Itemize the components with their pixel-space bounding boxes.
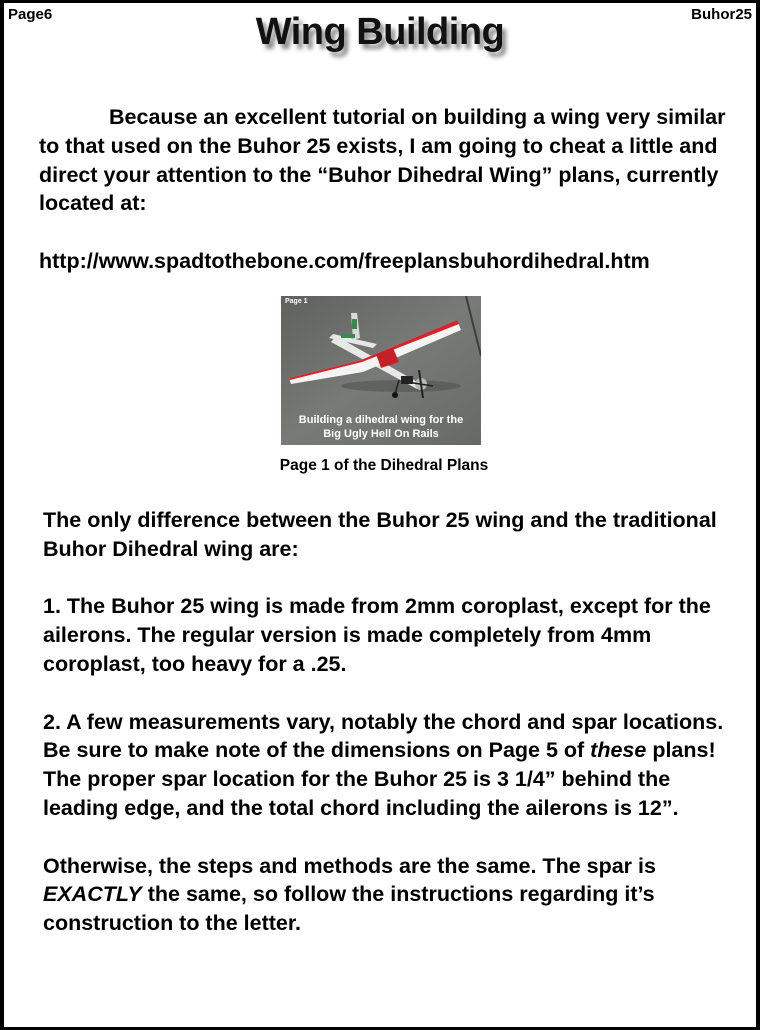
item-1: 1. The Buhor 25 wing is made from 2mm coroplast, except for the ailerons. The regular version is made completely from 4mm coroplast, too heavy for a .25. bbox=[43, 594, 711, 676]
item-2-emphasis: these bbox=[590, 738, 647, 763]
body-content bbox=[43, 506, 743, 938]
otherwise-text-a: Otherwise, the steps and methods are the same. The spar is bbox=[43, 853, 656, 878]
item-2 bbox=[43, 708, 743, 823]
figure-caption-line-2: Big Ugly Hell On Rails bbox=[323, 428, 439, 440]
figure-page-tag: Page 1 bbox=[285, 298, 308, 305]
page-title: Wing Building bbox=[255, 11, 505, 53]
plans-url: http://www.spadtothebone.com/freeplansbuhordihedral.htm bbox=[39, 249, 650, 273]
intro-paragraph bbox=[39, 103, 739, 218]
otherwise-paragraph bbox=[43, 852, 743, 938]
item-2-text-a: 2. A few measurements vary, notably the chord and spar locations. Be sure to make note of the dimensions on Page 5 of bbox=[43, 709, 724, 763]
otherwise-emphasis: EXACTLY bbox=[43, 882, 142, 907]
item-2-text-b: plans! The proper spar location for the Buhor 25 is 3 1/4” behind the leading edge, and the total chord including the ailerons is 12”. bbox=[43, 738, 716, 820]
figure-caption: Page 1 of the Dihedral Plans bbox=[279, 457, 489, 474]
otherwise-text-b: the same, so follow the instructions regarding it’s construction to the letter. bbox=[43, 882, 655, 936]
page-number-label: Page6 bbox=[8, 6, 53, 23]
figure-overlay-caption bbox=[281, 413, 481, 441]
difference-intro: The only difference between the Buhor 25 wing and the traditional Buhor Dihedral wing are: bbox=[43, 508, 717, 561]
intro-text: Because an excellent tutorial on building a wing very similar to that used on the Buhor 25 exists, I am going to cheat a little and direct your attention to the “Buhor Dihedral Wing” plans, currently located at: bbox=[39, 105, 726, 216]
document-label: Buhor25 bbox=[691, 6, 752, 23]
figure-caption-line-1: Building a dihedral wing for the bbox=[298, 414, 464, 426]
plans-cover-image bbox=[281, 296, 481, 445]
